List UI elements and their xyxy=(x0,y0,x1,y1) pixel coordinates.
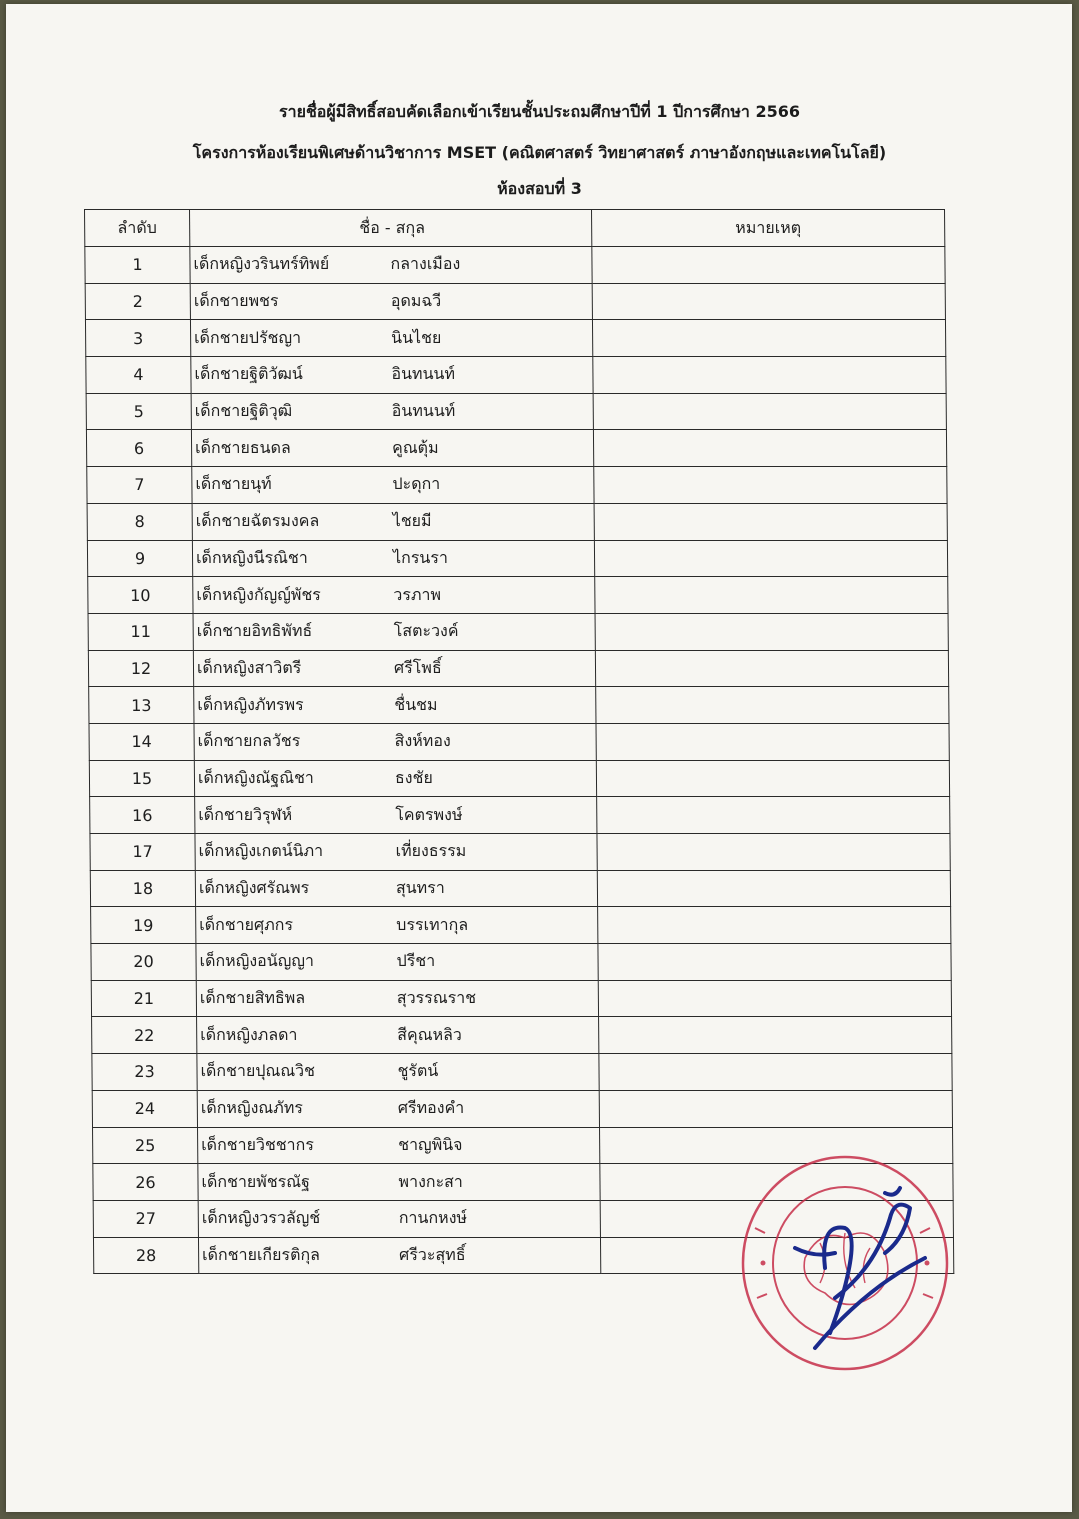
student-first-name: เด็กหญิงกัญญ์พัชร xyxy=(196,584,321,604)
student-first-name: เด็กชายวิรุฬห์ xyxy=(198,804,293,824)
student-first-name: เด็กหญิงณภัทร xyxy=(200,1098,304,1118)
note-cell xyxy=(594,540,947,577)
student-name-cell xyxy=(191,430,593,467)
row-number: 20 xyxy=(91,944,196,981)
student-name-cell xyxy=(192,540,594,577)
note-cell xyxy=(592,247,945,284)
student-last-name: ชาญพินิจ xyxy=(398,1134,463,1154)
table-row xyxy=(86,393,946,430)
note-cell xyxy=(595,650,948,687)
student-last-name: ศรีทองคำ xyxy=(397,1098,465,1118)
note-cell xyxy=(595,613,948,650)
student-last-name: กานกหงษ์ xyxy=(398,1208,468,1228)
student-name-cell xyxy=(198,1237,600,1274)
row-number: 21 xyxy=(91,980,196,1017)
table-row xyxy=(91,907,951,944)
student-last-name: บรรเทากุล xyxy=(396,914,469,934)
student-name-cell xyxy=(193,577,595,614)
note-cell xyxy=(596,723,949,760)
table-row xyxy=(90,834,950,871)
table-row xyxy=(92,1090,952,1127)
row-number: 8 xyxy=(87,503,192,540)
note-cell xyxy=(592,320,945,357)
student-first-name: เด็กชายฐิติวัฒน์ xyxy=(194,364,303,384)
note-cell xyxy=(599,1017,952,1054)
student-name-cell xyxy=(197,1054,599,1091)
student-last-name: อินทนนท์ xyxy=(391,364,456,384)
student-first-name: เด็กหญิงศรัณพร xyxy=(198,878,310,898)
student-first-name: เด็กหญิงณัฐณิชา xyxy=(197,767,314,787)
student-first-name: เด็กชายฉัตรมงคล xyxy=(195,511,320,531)
student-last-name: เที่ยงธรรม xyxy=(395,841,467,861)
student-name-cell xyxy=(195,834,597,871)
row-number: 28 xyxy=(93,1237,198,1274)
student-last-name: ชื่นชม xyxy=(394,694,438,714)
student-first-name: เด็กชายธนดล xyxy=(194,437,291,457)
student-first-name: เด็กชายปรัชญา xyxy=(194,327,302,347)
row-number: 3 xyxy=(85,320,190,357)
student-last-name: กลางเมือง xyxy=(390,254,461,274)
student-first-name: เด็กชายวิชชากร xyxy=(201,1134,314,1154)
student-name-cell xyxy=(190,283,592,320)
table-row xyxy=(89,760,949,797)
student-first-name: เด็กชายนุท์ xyxy=(195,474,272,494)
column-header-name: ชื่อ - สกุล xyxy=(190,210,592,247)
table-row xyxy=(91,944,951,981)
student-last-name: ปะดุกา xyxy=(392,474,441,494)
row-number: 26 xyxy=(93,1164,198,1201)
note-cell xyxy=(596,687,949,724)
student-name-cell xyxy=(198,1200,600,1237)
student-last-name: ไกรนรา xyxy=(392,547,448,567)
student-first-name: เด็กหญิงภลดา xyxy=(200,1024,298,1044)
note-cell xyxy=(598,944,951,981)
table-row xyxy=(89,723,949,760)
student-name-cell xyxy=(191,357,593,394)
student-first-name: เด็กหญิงวรวลัญช์ xyxy=(201,1208,321,1228)
row-number: 22 xyxy=(92,1017,197,1054)
student-name-cell xyxy=(197,1017,599,1054)
row-number: 23 xyxy=(92,1054,197,1091)
table-row xyxy=(90,870,950,907)
student-last-name: ศรีโพธิ์ xyxy=(393,657,442,677)
student-first-name: เด็กชายพัชรณัฐ xyxy=(201,1171,311,1191)
note-cell xyxy=(597,834,950,871)
row-number: 11 xyxy=(88,613,193,650)
student-last-name: สีคุณหลิว xyxy=(397,1024,462,1044)
row-number: 19 xyxy=(91,907,196,944)
student-last-name: ชูรัตน์ xyxy=(397,1061,439,1081)
student-name-cell xyxy=(195,797,597,834)
note-cell xyxy=(596,760,949,797)
student-first-name: เด็กหญิงนีรณิชา xyxy=(195,547,308,567)
table-row xyxy=(86,430,946,467)
document-title: รายชื่อผู้มีสิทธิ์สอบคัดเลือกเข้าเรียนชั้นประถมศึกษาปีที่ 1 ปีการศึกษา 2566 xyxy=(278,102,800,121)
note-cell xyxy=(599,1090,952,1127)
student-last-name: สิงห์ทอง xyxy=(394,731,451,751)
table-row xyxy=(91,980,951,1017)
student-last-name: สุนทรา xyxy=(395,878,445,898)
table-row xyxy=(92,1054,952,1091)
row-number: 2 xyxy=(85,283,190,320)
student-name-cell xyxy=(196,980,598,1017)
table-row xyxy=(92,1017,952,1054)
student-name-cell xyxy=(197,1090,599,1127)
student-first-name: เด็กหญิงวรินทร์ทิพย์ xyxy=(193,254,330,274)
table-row xyxy=(85,283,945,320)
student-name-cell xyxy=(191,393,593,430)
note-cell xyxy=(594,503,947,540)
student-first-name: เด็กชายกลวัชร xyxy=(197,731,301,751)
student-last-name: สุวรรณราช xyxy=(396,988,477,1008)
student-last-name: ไชยมี xyxy=(392,511,432,531)
table-row xyxy=(88,577,948,614)
row-number: 17 xyxy=(90,834,195,871)
student-name-cell xyxy=(194,723,596,760)
note-cell xyxy=(598,907,951,944)
student-list-table xyxy=(84,209,954,1274)
row-number: 24 xyxy=(92,1090,197,1127)
student-first-name: เด็กชายเกียรติกุล xyxy=(202,1244,320,1264)
row-number: 4 xyxy=(86,357,191,394)
table-row xyxy=(89,687,949,724)
exam-room-label: ห้องสอบที่ 3 xyxy=(497,179,582,198)
student-first-name: เด็กหญิงสาวิตรี xyxy=(196,657,302,677)
row-number: 25 xyxy=(93,1127,198,1164)
student-last-name: โคตรพงษ์ xyxy=(395,804,463,824)
student-first-name: เด็กชายฐิติวุฒิ xyxy=(194,401,293,421)
note-cell xyxy=(592,283,945,320)
student-last-name: อุดมฉวี xyxy=(390,291,442,311)
student-name-cell xyxy=(194,687,596,724)
row-number: 6 xyxy=(86,430,191,467)
student-first-name: เด็กชายศุภกร xyxy=(199,914,294,934)
row-number: 27 xyxy=(93,1200,198,1237)
note-cell xyxy=(593,393,946,430)
student-name-cell xyxy=(196,944,598,981)
document-subtitle: โครงการห้องเรียนพิเศษด้านวิชาการ MSET (คณิตศาสตร์ วิทยาศาสตร์ ภาษาอังกฤษและเทคโนโลยี) xyxy=(192,143,887,162)
table-row xyxy=(85,320,945,357)
student-last-name: คูณตุ้ม xyxy=(391,437,439,457)
row-number: 5 xyxy=(86,393,191,430)
row-number: 18 xyxy=(90,870,195,907)
school-seal-stamp xyxy=(735,1148,955,1378)
table-row xyxy=(87,503,947,540)
row-number: 9 xyxy=(87,540,192,577)
row-number: 14 xyxy=(89,723,194,760)
student-first-name: เด็กชายอิทธิพัทธ์ xyxy=(196,621,313,641)
student-first-name: เด็กชายสิทธิพล xyxy=(199,988,306,1008)
row-number: 12 xyxy=(88,650,193,687)
row-number: 10 xyxy=(88,577,193,614)
row-number: 16 xyxy=(90,797,195,834)
student-last-name: โสตะวงค์ xyxy=(393,621,459,641)
student-first-name: เด็กหญิงเกตน์นิภา xyxy=(198,841,324,861)
student-last-name: ศรีวะสุทธิ์ xyxy=(399,1244,466,1264)
table-header-row xyxy=(85,210,945,247)
student-name-cell xyxy=(193,650,595,687)
student-name-cell xyxy=(192,467,594,504)
student-last-name: ธงชัย xyxy=(394,767,433,787)
student-name-cell xyxy=(192,503,594,540)
row-number: 1 xyxy=(85,247,190,284)
note-cell xyxy=(597,797,950,834)
note-cell xyxy=(593,430,946,467)
row-number: 15 xyxy=(89,760,194,797)
student-last-name: ปรีชา xyxy=(396,951,436,971)
student-name-cell xyxy=(198,1164,600,1201)
student-last-name: พางกะสา xyxy=(398,1171,463,1191)
table-row xyxy=(86,357,946,394)
note-cell xyxy=(598,980,951,1017)
note-cell xyxy=(595,577,948,614)
student-name-cell xyxy=(198,1127,600,1164)
note-cell xyxy=(597,870,950,907)
student-name-cell xyxy=(190,320,592,357)
student-last-name: อินทนนท์ xyxy=(391,401,456,421)
table-row xyxy=(90,797,950,834)
student-first-name: เด็กหญิงภัทรพร xyxy=(197,694,304,714)
note-cell xyxy=(599,1054,952,1091)
table-row xyxy=(85,247,945,284)
student-name-cell xyxy=(194,760,596,797)
table-row xyxy=(88,650,948,687)
note-cell xyxy=(594,467,947,504)
student-name-cell xyxy=(190,247,592,284)
student-last-name: นินไชย xyxy=(391,327,442,347)
table-row xyxy=(87,540,947,577)
student-name-cell xyxy=(193,613,595,650)
table-row xyxy=(87,467,947,504)
student-first-name: เด็กชายปุณณวิช xyxy=(200,1061,316,1081)
column-header-number: ลำดับ xyxy=(85,210,190,247)
row-number: 13 xyxy=(89,687,194,724)
table-row xyxy=(88,613,948,650)
student-last-name: วรภาพ xyxy=(393,584,442,604)
column-header-note: หมายเหตุ xyxy=(592,210,945,247)
row-number: 7 xyxy=(87,467,192,504)
student-name-cell xyxy=(195,870,597,907)
student-name-cell xyxy=(196,907,598,944)
note-cell xyxy=(593,357,946,394)
student-first-name: เด็กหญิงอนัญญา xyxy=(199,951,314,971)
student-first-name: เด็กชายพชร xyxy=(193,291,279,311)
